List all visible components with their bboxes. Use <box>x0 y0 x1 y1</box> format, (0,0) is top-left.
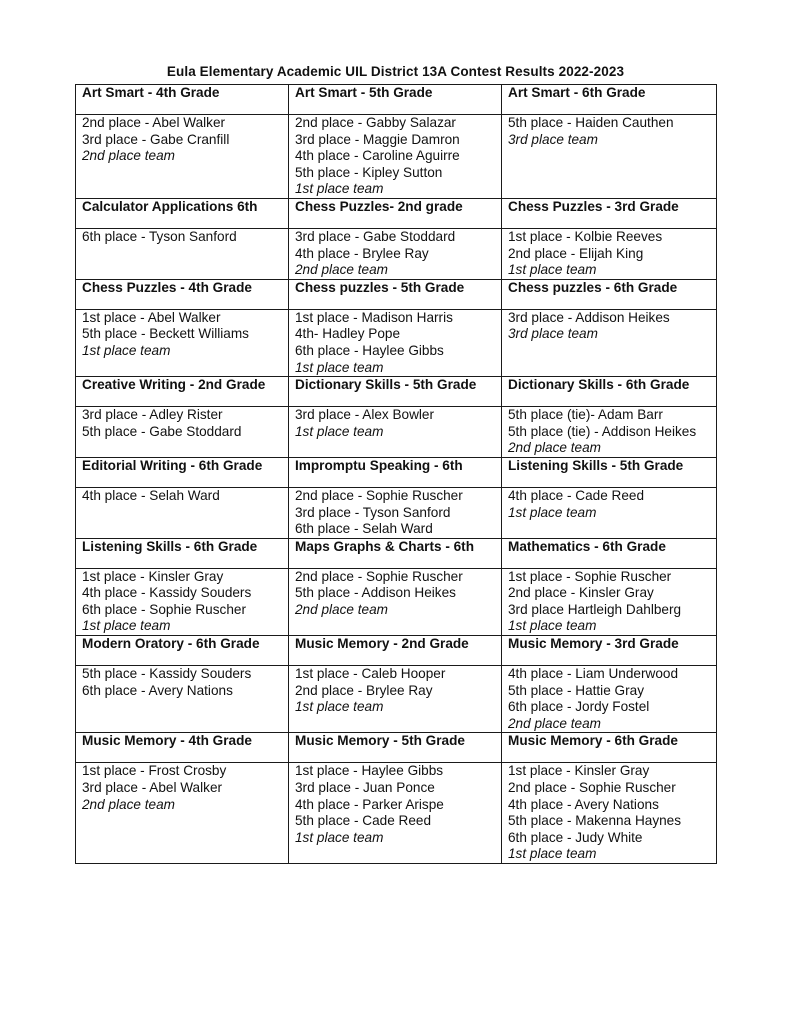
event-results-cell <box>289 309 502 376</box>
event-title: Music Memory - 2nd Grade <box>289 636 502 666</box>
event-results-cell <box>76 763 289 864</box>
results-row <box>76 115 717 199</box>
placement-entry: 5th place - Addison Heikes <box>295 585 456 601</box>
event-title: Creative Writing - 2nd Grade <box>76 377 289 407</box>
placement-entry: 2nd place - Abel Walker <box>82 115 226 130</box>
event-title: Dictionary Skills - 6th Grade <box>502 377 717 407</box>
placement-entry: 3rd place - Gabe Stoddard <box>295 228 456 244</box>
results-row <box>76 666 717 733</box>
placement-entry: 3rd place Hartleigh Dahlberg <box>508 601 682 617</box>
event-title: Chess Puzzles- 2nd grade <box>289 198 502 228</box>
event-results-cell <box>289 228 502 279</box>
placement-entry: 5th place - Hattie Gray <box>508 682 644 698</box>
event-title: Mathematics - 6th Grade <box>502 538 717 568</box>
event-results-cell <box>502 115 717 199</box>
event-title: Art Smart - 4th Grade <box>76 85 289 115</box>
team-placement: 1st place team <box>508 618 597 634</box>
event-title: Chess Puzzles - 4th Grade <box>76 279 289 309</box>
team-placement: 3rd place team <box>508 131 598 147</box>
team-placement: 1st place team <box>295 423 384 439</box>
placement-entry: 5th place - Makenna Haynes <box>508 813 682 829</box>
event-results-cell <box>76 487 289 538</box>
event-results-cell <box>289 666 502 733</box>
event-title: Art Smart - 5th Grade <box>289 85 502 115</box>
placement-entry: 5th place - Kipley Sutton <box>295 164 443 180</box>
placement-entry: 4th place - Caroline Aguirre <box>295 148 460 164</box>
team-placement: 1st place team <box>82 342 171 358</box>
event-results-cell <box>289 763 502 864</box>
placement-entry: 4th place - Brylee Ray <box>295 245 429 261</box>
placement-entry: 1st place - Abel Walker <box>82 309 221 325</box>
event-title: Chess puzzles - 5th Grade <box>289 279 502 309</box>
team-placement: 2nd place team <box>295 601 388 617</box>
placement-entry: 6th place - Jordy Fostel <box>508 699 650 715</box>
placement-entry: 3rd place - Addison Heikes <box>508 309 670 325</box>
event-results-cell <box>76 568 289 635</box>
event-header-row <box>76 538 717 568</box>
team-placement: 2nd place team <box>295 262 388 278</box>
team-placement: 1st place team <box>82 618 171 634</box>
placement-entry: 2nd place - Sophie Ruscher <box>508 780 676 796</box>
placement-entry: 5th place - Beckett Williams <box>82 326 249 342</box>
event-title: Modern Oratory - 6th Grade <box>76 636 289 666</box>
event-results-cell <box>76 115 289 199</box>
event-results-cell <box>289 487 502 538</box>
results-row <box>76 487 717 538</box>
event-results-cell <box>502 763 717 864</box>
placement-entry: 1st place - Sophie Ruscher <box>508 568 672 584</box>
event-title: Music Memory - 3rd Grade <box>502 636 717 666</box>
placement-entry: 4th place - Cade Reed <box>508 487 645 503</box>
placement-entry: 5th place - Cade Reed <box>295 813 432 829</box>
placement-entry: 2nd place - Elijah King <box>508 245 644 261</box>
event-title: Art Smart - 6th Grade <box>502 85 717 115</box>
placement-entry: 6th place - Avery Nations <box>82 682 233 698</box>
event-results-cell <box>502 228 717 279</box>
event-header-row <box>76 636 717 666</box>
results-row <box>76 763 717 864</box>
placement-entry: 4th place - Avery Nations <box>508 796 659 812</box>
event-title: Music Memory - 5th Grade <box>289 733 502 763</box>
event-title: Dictionary Skills - 5th Grade <box>289 377 502 407</box>
placement-entry: 6th place - Haylee Gibbs <box>295 342 444 358</box>
event-results-cell <box>289 115 502 199</box>
document-title: Eula Elementary Academic UIL District 13A Contest Results 2022-2023 <box>166 64 625 79</box>
team-placement: 2nd place team <box>82 796 175 812</box>
results-row <box>76 309 717 376</box>
placement-entry: 4th place - Selah Ward <box>82 487 220 503</box>
event-results-cell <box>76 666 289 733</box>
placement-entry: 5th place - Kassidy Souders <box>82 666 252 682</box>
event-title: Calculator Applications 6th <box>76 198 289 228</box>
event-results-cell <box>289 407 502 458</box>
placement-entry: 6th place - Tyson Sanford <box>82 228 237 244</box>
team-placement: 1st place team <box>295 829 384 845</box>
team-placement: 1st place team <box>508 262 597 278</box>
placement-entry: 5th place (tie)- Adam Barr <box>508 407 663 423</box>
event-title: Chess puzzles - 6th Grade <box>502 279 717 309</box>
placement-entry: 5th place - Haiden Cauthen <box>508 115 674 130</box>
event-header-row <box>76 733 717 763</box>
event-results-cell <box>502 487 717 538</box>
placement-entry: 5th place (tie) - Addison Heikes <box>508 423 697 439</box>
event-results-cell <box>76 228 289 279</box>
event-results-cell <box>76 407 289 458</box>
placement-entry: 1st place - Kinsler Gray <box>508 763 650 779</box>
team-placement: 1st place team <box>295 359 384 375</box>
team-placement: 2nd place team <box>508 440 601 456</box>
event-header-row <box>76 198 717 228</box>
team-placement: 1st place team <box>508 504 597 520</box>
placement-entry: 4th place - Parker Arispe <box>295 796 444 812</box>
placement-entry: 3rd place - Alex Bowler <box>295 407 435 423</box>
placement-entry: 3rd place - Juan Ponce <box>295 780 435 796</box>
placement-entry: 5th place - Gabe Stoddard <box>82 423 242 439</box>
event-results-cell <box>502 568 717 635</box>
team-placement: 1st place team <box>295 699 384 715</box>
placement-entry: 6th place - Judy White <box>508 829 643 845</box>
placement-entry: 2nd place - Gabby Salazar <box>295 115 456 130</box>
placement-entry: 1st place - Kinsler Gray <box>82 568 224 584</box>
event-title: Maps Graphs & Charts - 6th <box>289 538 502 568</box>
results-row <box>76 228 717 279</box>
placement-entry: 3rd place - Adley Rister <box>82 407 223 423</box>
placement-entry: 2nd place - Brylee Ray <box>295 682 433 698</box>
placement-entry: 2nd place - Kinsler Gray <box>508 585 654 601</box>
team-placement: 2nd place team <box>82 148 175 164</box>
results-row <box>76 568 717 635</box>
placement-entry: 1st place - Kolbie Reeves <box>508 228 663 244</box>
event-results-cell <box>502 309 717 376</box>
placement-entry: 1st place - Caleb Hooper <box>295 666 446 682</box>
placement-entry: 3rd place - Abel Walker <box>82 780 223 796</box>
team-placement: 1st place team <box>295 181 384 197</box>
event-results-cell <box>76 309 289 376</box>
placement-entry: 3rd place - Maggie Damron <box>295 131 460 147</box>
event-results-cell <box>502 666 717 733</box>
placement-entry: 4th place - Kassidy Souders <box>82 585 252 601</box>
event-title: Music Memory - 4th Grade <box>76 733 289 763</box>
event-header-row <box>76 377 717 407</box>
placement-entry: 1st place - Haylee Gibbs <box>295 763 444 779</box>
team-placement: 3rd place team <box>508 326 598 342</box>
event-title: Chess Puzzles - 3rd Grade <box>502 198 717 228</box>
placement-entry: 1st place - Madison Harris <box>295 309 453 325</box>
event-title: Editorial Writing - 6th Grade <box>76 457 289 487</box>
event-title: Music Memory - 6th Grade <box>502 733 717 763</box>
placement-entry: 2nd place - Sophie Ruscher <box>295 487 463 503</box>
placement-entry: 4th place - Liam Underwood <box>508 666 679 682</box>
results-table <box>75 84 717 864</box>
event-header-row <box>76 85 717 115</box>
event-results-cell <box>502 407 717 458</box>
placement-entry: 6th place - Selah Ward <box>295 521 433 537</box>
team-placement: 2nd place team <box>508 715 601 731</box>
event-header-row <box>76 279 717 309</box>
event-title: Listening Skills - 6th Grade <box>76 538 289 568</box>
event-results-cell <box>289 568 502 635</box>
placement-entry: 2nd place - Sophie Ruscher <box>295 568 463 584</box>
placement-entry: 4th- Hadley Pope <box>295 326 401 342</box>
event-title: Listening Skills - 5th Grade <box>502 457 717 487</box>
placement-entry: 3rd place - Gabe Cranfill <box>82 131 230 147</box>
placement-entry: 3rd place - Tyson Sanford <box>295 504 451 520</box>
event-title: Impromptu Speaking - 6th <box>289 457 502 487</box>
event-header-row <box>76 457 717 487</box>
results-row <box>76 407 717 458</box>
team-placement: 1st place team <box>508 846 597 862</box>
placement-entry: 1st place - Frost Crosby <box>82 763 227 779</box>
placement-entry: 6th place - Sophie Ruscher <box>82 601 246 617</box>
